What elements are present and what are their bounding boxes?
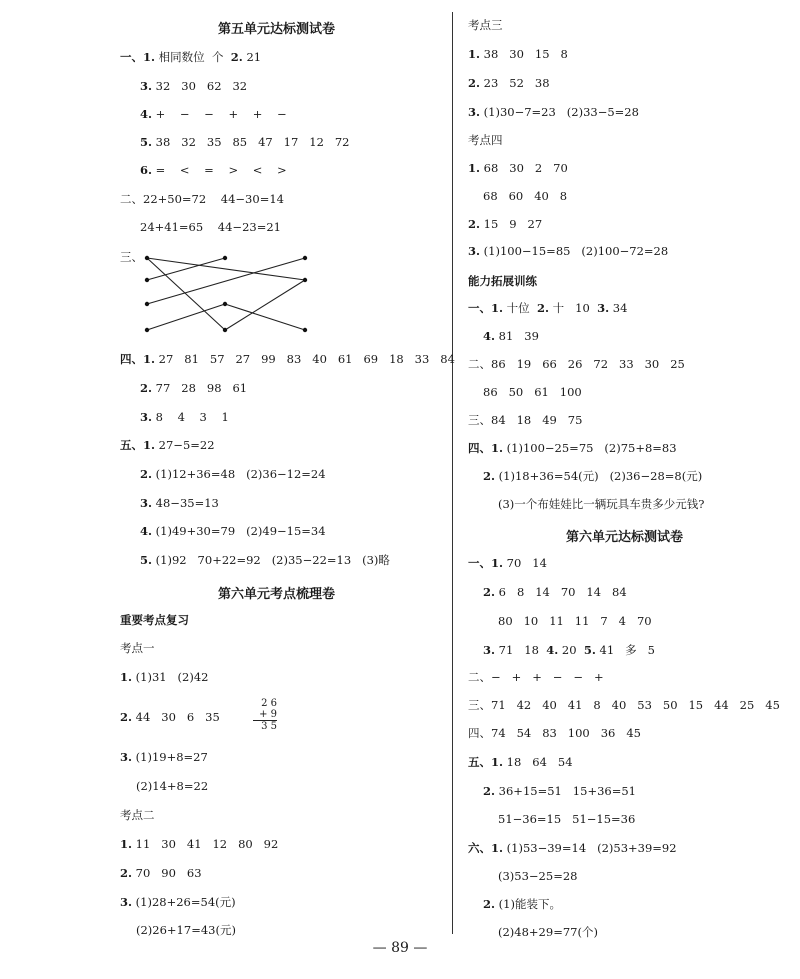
answer-line: 1. 38 30 15 8 bbox=[468, 47, 568, 61]
answer-line: 6. = < = > < > bbox=[140, 163, 287, 177]
answer-line: 68 60 40 8 bbox=[483, 189, 568, 203]
answer-line: 3. 32 30 62 32 bbox=[140, 79, 248, 93]
answer-line: 二、− + + − − + bbox=[468, 670, 604, 684]
answer-line: 二、22+50=72 44−30=14 bbox=[120, 192, 284, 206]
answer-line: 2. 6 8 14 70 14 84 bbox=[483, 585, 627, 599]
section-label: 考点三 bbox=[468, 18, 503, 32]
answer-line: 2. (1)18+36=54(元) (2)36−28=8(元) bbox=[483, 469, 703, 483]
answer-line: 一、1. 70 14 bbox=[468, 556, 547, 570]
answer-line: 1. 11 30 41 12 80 92 bbox=[120, 837, 279, 851]
answer-line: 五、1. 27−5=22 bbox=[120, 438, 215, 452]
section-label: 考点四 bbox=[468, 133, 503, 147]
unit5-test-title: 第五单元达标测试卷 bbox=[218, 22, 336, 37]
answer-line: 1. (1)31 (2)42 bbox=[120, 670, 209, 684]
answer-line: 3. (1)30−7=23 (2)33−5=28 bbox=[468, 105, 639, 119]
answer-line: 80 10 11 11 7 4 70 bbox=[498, 614, 652, 628]
answer-line: 3. 8 4 3 1 bbox=[140, 410, 229, 424]
answer-line: 三、71 42 40 41 8 40 53 50 15 44 25 45 bbox=[468, 698, 780, 712]
answer-line: 3. (1)28+26=54(元) bbox=[120, 895, 236, 909]
matching-lines-figure bbox=[140, 252, 315, 338]
answer-line: (2)14+8=22 bbox=[136, 779, 209, 793]
answer-line: 四、1. (1)100−25=75 (2)75+8=83 bbox=[468, 441, 677, 455]
column-divider bbox=[452, 12, 453, 934]
section-heading: 重要考点复习 bbox=[120, 613, 189, 627]
answer-line: (2)26+17=43(元) bbox=[136, 923, 236, 937]
answer-line: 4. (1)49+30=79 (2)49−15=34 bbox=[140, 524, 326, 538]
answer-line: 一、1. 相同数位 个 2. 21 bbox=[120, 50, 262, 64]
answer-line: 二、86 19 66 26 72 33 30 25 bbox=[468, 357, 685, 371]
answer-line: 51−36=15 51−15=36 bbox=[498, 812, 636, 826]
answer-line: 2. 36+15=51 15+36=51 bbox=[483, 784, 636, 798]
answer-line: 4. + − − + + − bbox=[140, 107, 287, 121]
answer-line: (2)48+29=77(个) bbox=[498, 925, 598, 939]
answer-line: 2. 70 90 63 bbox=[120, 866, 202, 880]
unit6-review-title: 第六单元考点梳理卷 bbox=[218, 587, 336, 602]
answer-line: 3. (1)19+8=27 bbox=[120, 750, 208, 764]
answer-line: 24+41=65 44−23=21 bbox=[140, 220, 281, 234]
section-label: 考点一 bbox=[120, 641, 155, 655]
answer-line: 六、1. (1)53−39=14 (2)53+39=92 bbox=[468, 841, 677, 855]
page-number: — 89 — bbox=[372, 940, 428, 956]
answer-line: 2. 23 52 38 bbox=[468, 76, 550, 90]
answer-line: 2. 44 30 6 35 bbox=[120, 710, 220, 724]
answer-line: 四、74 54 83 100 36 45 bbox=[468, 726, 641, 740]
answer-line: 五、1. 18 64 54 bbox=[468, 755, 573, 769]
answer-line: (3)53−25=28 bbox=[498, 869, 578, 883]
answer-line: 86 50 61 100 bbox=[483, 385, 582, 399]
answer-line: 2. (1)能装下。 bbox=[483, 897, 561, 911]
answer-line: 5. (1)92 70+22=92 (2)35−22=13 (3)略 bbox=[140, 553, 390, 567]
section-label: 三、 bbox=[120, 250, 143, 264]
answer-line: 1. 68 30 2 70 bbox=[468, 161, 568, 175]
vertical-addition: 2 6 + 9 3 5 bbox=[253, 698, 277, 732]
answer-line: 2. (1)12+36=48 (2)36−12=24 bbox=[140, 467, 326, 481]
answer-line: 四、1. 27 81 57 27 99 83 40 61 69 18 33 84 bbox=[120, 352, 455, 366]
answer-line: 3. 48−35=13 bbox=[140, 496, 219, 510]
answer-line: 一、1. 十位 2. 十 10 3. 34 bbox=[468, 301, 628, 315]
answer-line: 2. 77 28 98 61 bbox=[140, 381, 248, 395]
answer-line: 3. 71 18 4. 20 5. 41 多 5 bbox=[483, 643, 655, 657]
answer-line: 3. (1)100−15=85 (2)100−72=28 bbox=[468, 244, 669, 258]
unit6-test-title: 第六单元达标测试卷 bbox=[566, 530, 684, 545]
section-label: 考点二 bbox=[120, 808, 155, 822]
answer-line: 5. 38 32 35 85 47 17 12 72 bbox=[140, 135, 350, 149]
section-heading: 能力拓展训练 bbox=[468, 274, 537, 288]
answer-line: (3)一个布娃娃比一辆玩具车贵多少元钱? bbox=[498, 497, 705, 511]
answer-line: 三、84 18 49 75 bbox=[468, 413, 583, 427]
answer-line: 2. 15 9 27 bbox=[468, 217, 543, 231]
answer-line: 4. 81 39 bbox=[483, 329, 539, 343]
